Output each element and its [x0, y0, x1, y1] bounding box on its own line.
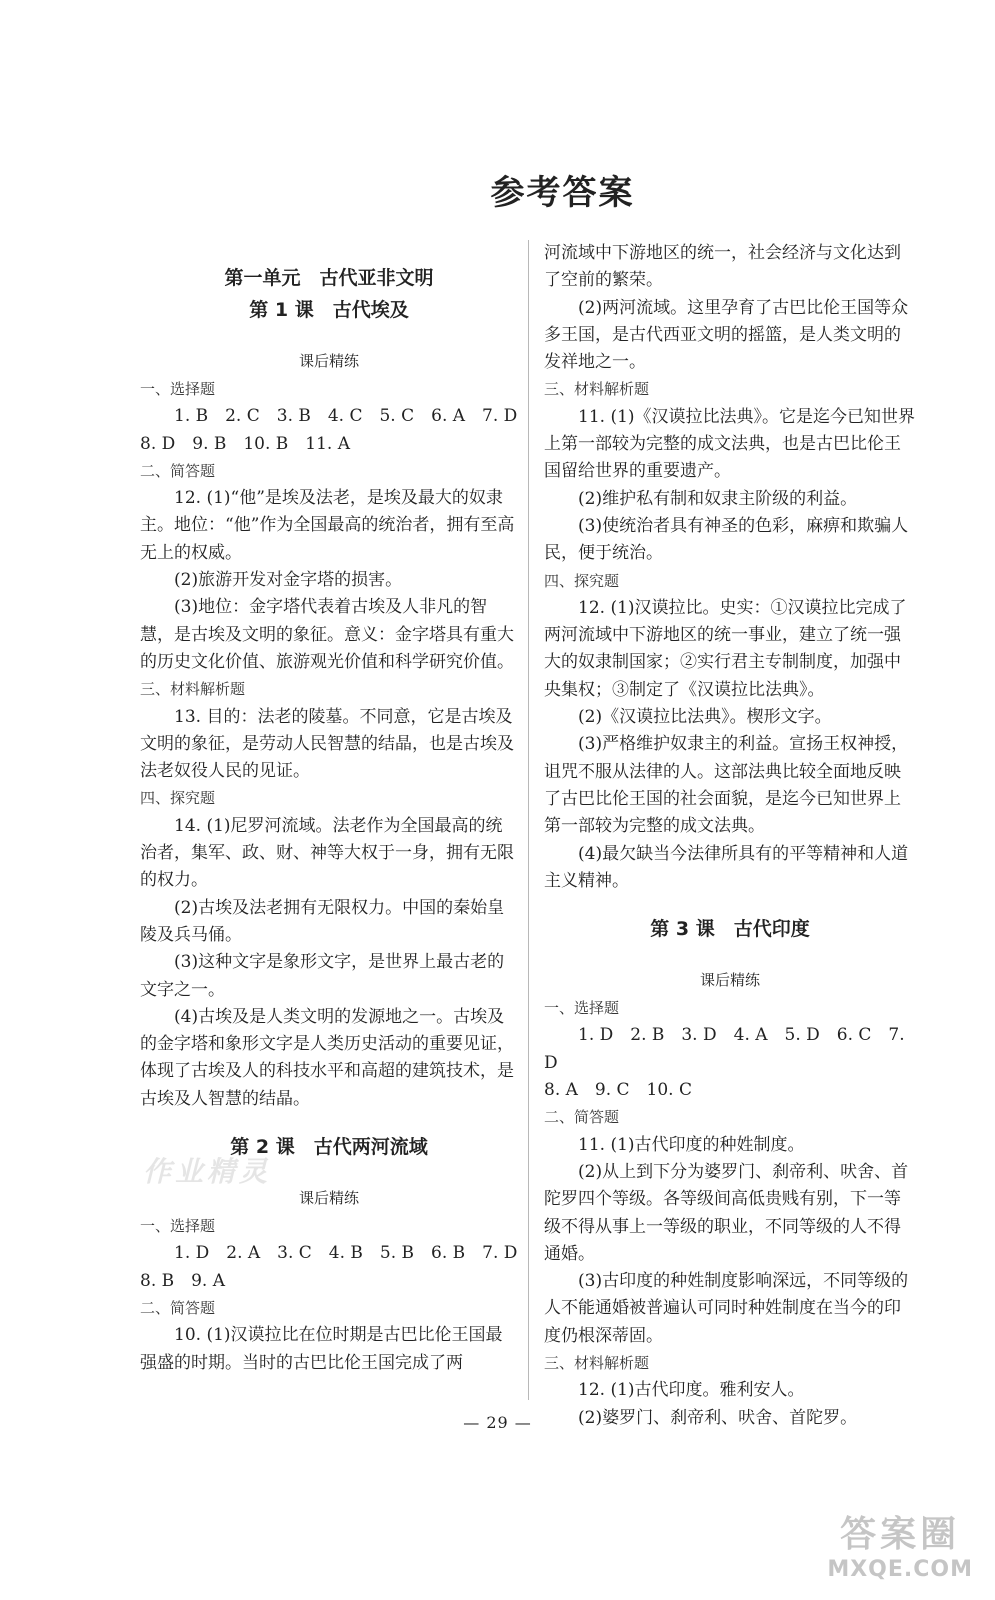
- question-type-label: 四、探究题: [140, 789, 216, 808]
- question-type-label: 四、探究题: [544, 571, 620, 590]
- faint-watermark: 作业精灵: [143, 1155, 272, 1188]
- answer-paragraph: 14. (1)尼罗河流域。法老作为全国最高的统治者，集军、政、财、神等大权于一身，拥有无限的权力。: [140, 815, 514, 891]
- answer-paragraph: 12. (1)“他”是埃及法老，是埃及最大的奴隶主。地位：“他”作为全国最高的统治者，拥有至高无上的权威。: [140, 488, 515, 563]
- column-divider: [528, 240, 529, 1400]
- answer-paragraph: (2)从上到下分为婆罗门、刹帝利、吠舍、首陀罗四个等级。各等级间高低贵贱有别，下一等级不得从事上一等级的职业，不同等级的人不得通婚。: [544, 1161, 909, 1264]
- answer-paragraph: 1. B 2. C 3. B 4. C 5. C 6. A 7. D: [174, 406, 518, 427]
- right-column: [544, 240, 916, 1432]
- answer-paragraph: 12. (1)古代印度。雅利安人。: [578, 1380, 805, 1401]
- answer-paragraph: 1. D 2. A 3. C 4. B 5. B 6. B 7. D: [174, 1243, 518, 1264]
- section-subtitle: 课后精练: [298, 352, 359, 370]
- question-type-label: 一、选择题: [140, 1217, 216, 1236]
- answer-paragraph: (2)旅游开发对金字塔的损害。: [174, 570, 403, 591]
- answer-paragraph: (4)最欠缺当今法律所具有的平等精神和人道主义精神。: [544, 843, 909, 891]
- answer-line: 8. A 9. C 10. C: [544, 1080, 692, 1101]
- question-type-label: 二、简答题: [140, 1298, 216, 1317]
- answer-paragraph: 13. 目的：法老的陵墓。不同意，它是古埃及文明的象征，是劳动人民智慧的结晶，也是古埃及法老奴役人民的见证。: [140, 706, 514, 782]
- answer-paragraph: (3)严格维护奴隶主的利益。宣扬王权神授，诅咒不服从法律的人。这部法典比较全面地反映了古巴比伦王国的社会面貌，是迄今已知世界上第一部较为完整的成文法典。: [544, 734, 909, 837]
- question-type-label: 二、简答题: [544, 1108, 620, 1127]
- answer-paragraph: 1. D 2. B 3. D 4. A 5. D 6. C 7. D: [544, 1025, 905, 1073]
- answer-paragraph: 11. (1)古代印度的种姓制度。: [578, 1134, 805, 1155]
- answer-paragraph: (3)这种文字是象形文字，是世界上最古老的文字之一。: [140, 952, 505, 1000]
- answer-line: 8. D 9. B 10. B 11. A: [140, 433, 351, 454]
- answer-paragraph: 12. (1)汉谟拉比。史实：①汉谟拉比完成了两河流域中下游地区的统一事业，建立了统一强大的奴隶制国家；②实行君主专制制度，加强中央集权；③制定了《汉谟拉比法典》。: [544, 597, 907, 700]
- answer-paragraph: (2)《汉谟拉比法典》。楔形文字。: [578, 707, 832, 728]
- answer-paragraph: (2)维护私有制和奴隶主阶级的利益。: [578, 488, 858, 509]
- answer-paragraph: (3)使统治者具有神圣的色彩，麻痹和欺骗人民，便于统治。: [544, 515, 909, 564]
- section-subtitle: 课后精练: [298, 1189, 359, 1208]
- answer-paragraph: (4)古埃及是人类文明的发源地之一。古埃及的金字塔和象形文字是人类历史活动的重要见证，体现了古埃及人的科技水平和高超的建筑技术，是古埃及人智慧的结晶。: [140, 1006, 514, 1109]
- question-type-label: 三、材料解析题: [544, 1353, 650, 1372]
- section-subtitle: 课后精练: [699, 971, 760, 990]
- answer-paragraph: (3)古印度的种姓制度影响深远，不同等级的人不能通婚被普遍认可同时种姓制度在当今的印度仍根深蒂固。: [544, 1271, 909, 1346]
- watermark-url: MXQE.COM: [827, 1557, 973, 1582]
- question-type-label: 三、材料解析题: [544, 380, 650, 399]
- answer-paragraph: (3)地位：金字塔代表着古埃及人非凡的智慧，是古埃及文明的象征。意义：金字塔具有重大的历史文化价值、旅游观光价值和科学研究价值。: [140, 597, 514, 672]
- answer-paragraph: 10. (1)汉谟拉比在位时期是古巴比伦王国最强盛的时期。当时的古巴比伦王国完成了两: [140, 1325, 503, 1373]
- question-type-label: 二、简答题: [140, 461, 216, 480]
- answer-line: 河流域中下游地区的统一，社会经济与文化达到了空前的繁荣。: [544, 243, 901, 291]
- answer-paragraph: (2)婆罗门、刹帝利、吠舍、首陀罗。: [578, 1407, 858, 1428]
- page-title: 参考答案: [490, 173, 635, 213]
- page-number: — 29 —: [463, 1413, 532, 1432]
- lesson-heading: 第 1 课 古代埃及: [249, 299, 409, 321]
- answer-paragraph: (2)两河流域。这里孕育了古巴比伦王国等众多王国，是古代西亚文明的摇篮，是人类文明的发祥地之一。: [544, 297, 909, 373]
- watermark-logo-text: 答案圈: [840, 1514, 961, 1555]
- answer-paragraph: 11. (1)《汉谟拉比法典》。它是迄今已知世界上第一部较为完整的成文法典，也是古巴比伦王国留给世界的重要遗产。: [544, 406, 916, 482]
- lesson-heading: 第 2 课 古代两河流域: [230, 1136, 428, 1159]
- answer-paragraph: (2)古埃及法老拥有无限权力。中国的秦始皇陵及兵马俑。: [140, 897, 505, 945]
- question-type-label: 一、选择题: [140, 380, 216, 398]
- answer-line: 8. B 9. A: [140, 1270, 226, 1291]
- lesson-heading: 第 3 课 古代印度: [650, 918, 810, 941]
- lesson-heading: 第一单元 古代亚非文明: [224, 267, 434, 289]
- question-type-label: 三、材料解析题: [140, 680, 246, 699]
- question-type-label: 一、选择题: [544, 999, 620, 1018]
- left-column: [140, 262, 518, 1377]
- watermark-logo: [827, 1506, 973, 1582]
